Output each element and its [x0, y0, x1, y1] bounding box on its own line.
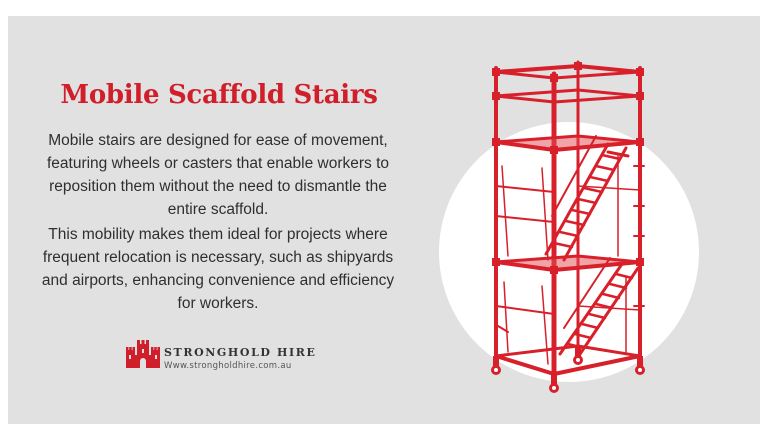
- hero-card: [8, 16, 760, 424]
- mobile-scaffold-stairs-illustration: [478, 56, 668, 396]
- brand-logo: [126, 340, 346, 376]
- description-paragraph-2: This mobility makes them ideal for projects where frequent relocation is necessary, such as shipyards and airports, enhancing convenience and efficiency for workers.: [41, 226, 395, 312]
- castle-logo-icon: [126, 340, 160, 368]
- brand-name: STRONGHOLD HIRE: [164, 346, 317, 359]
- page-title: Mobile Scaffold Stairs: [60, 80, 378, 110]
- brand-url: Www.strongholdhire.com.au: [164, 361, 292, 371]
- description-paragraph-1: Mobile stairs are designed for ease of movement, featuring wheels or casters that enable workers to reposition them without the need to dismantle the entire scaffold.: [46, 132, 390, 218]
